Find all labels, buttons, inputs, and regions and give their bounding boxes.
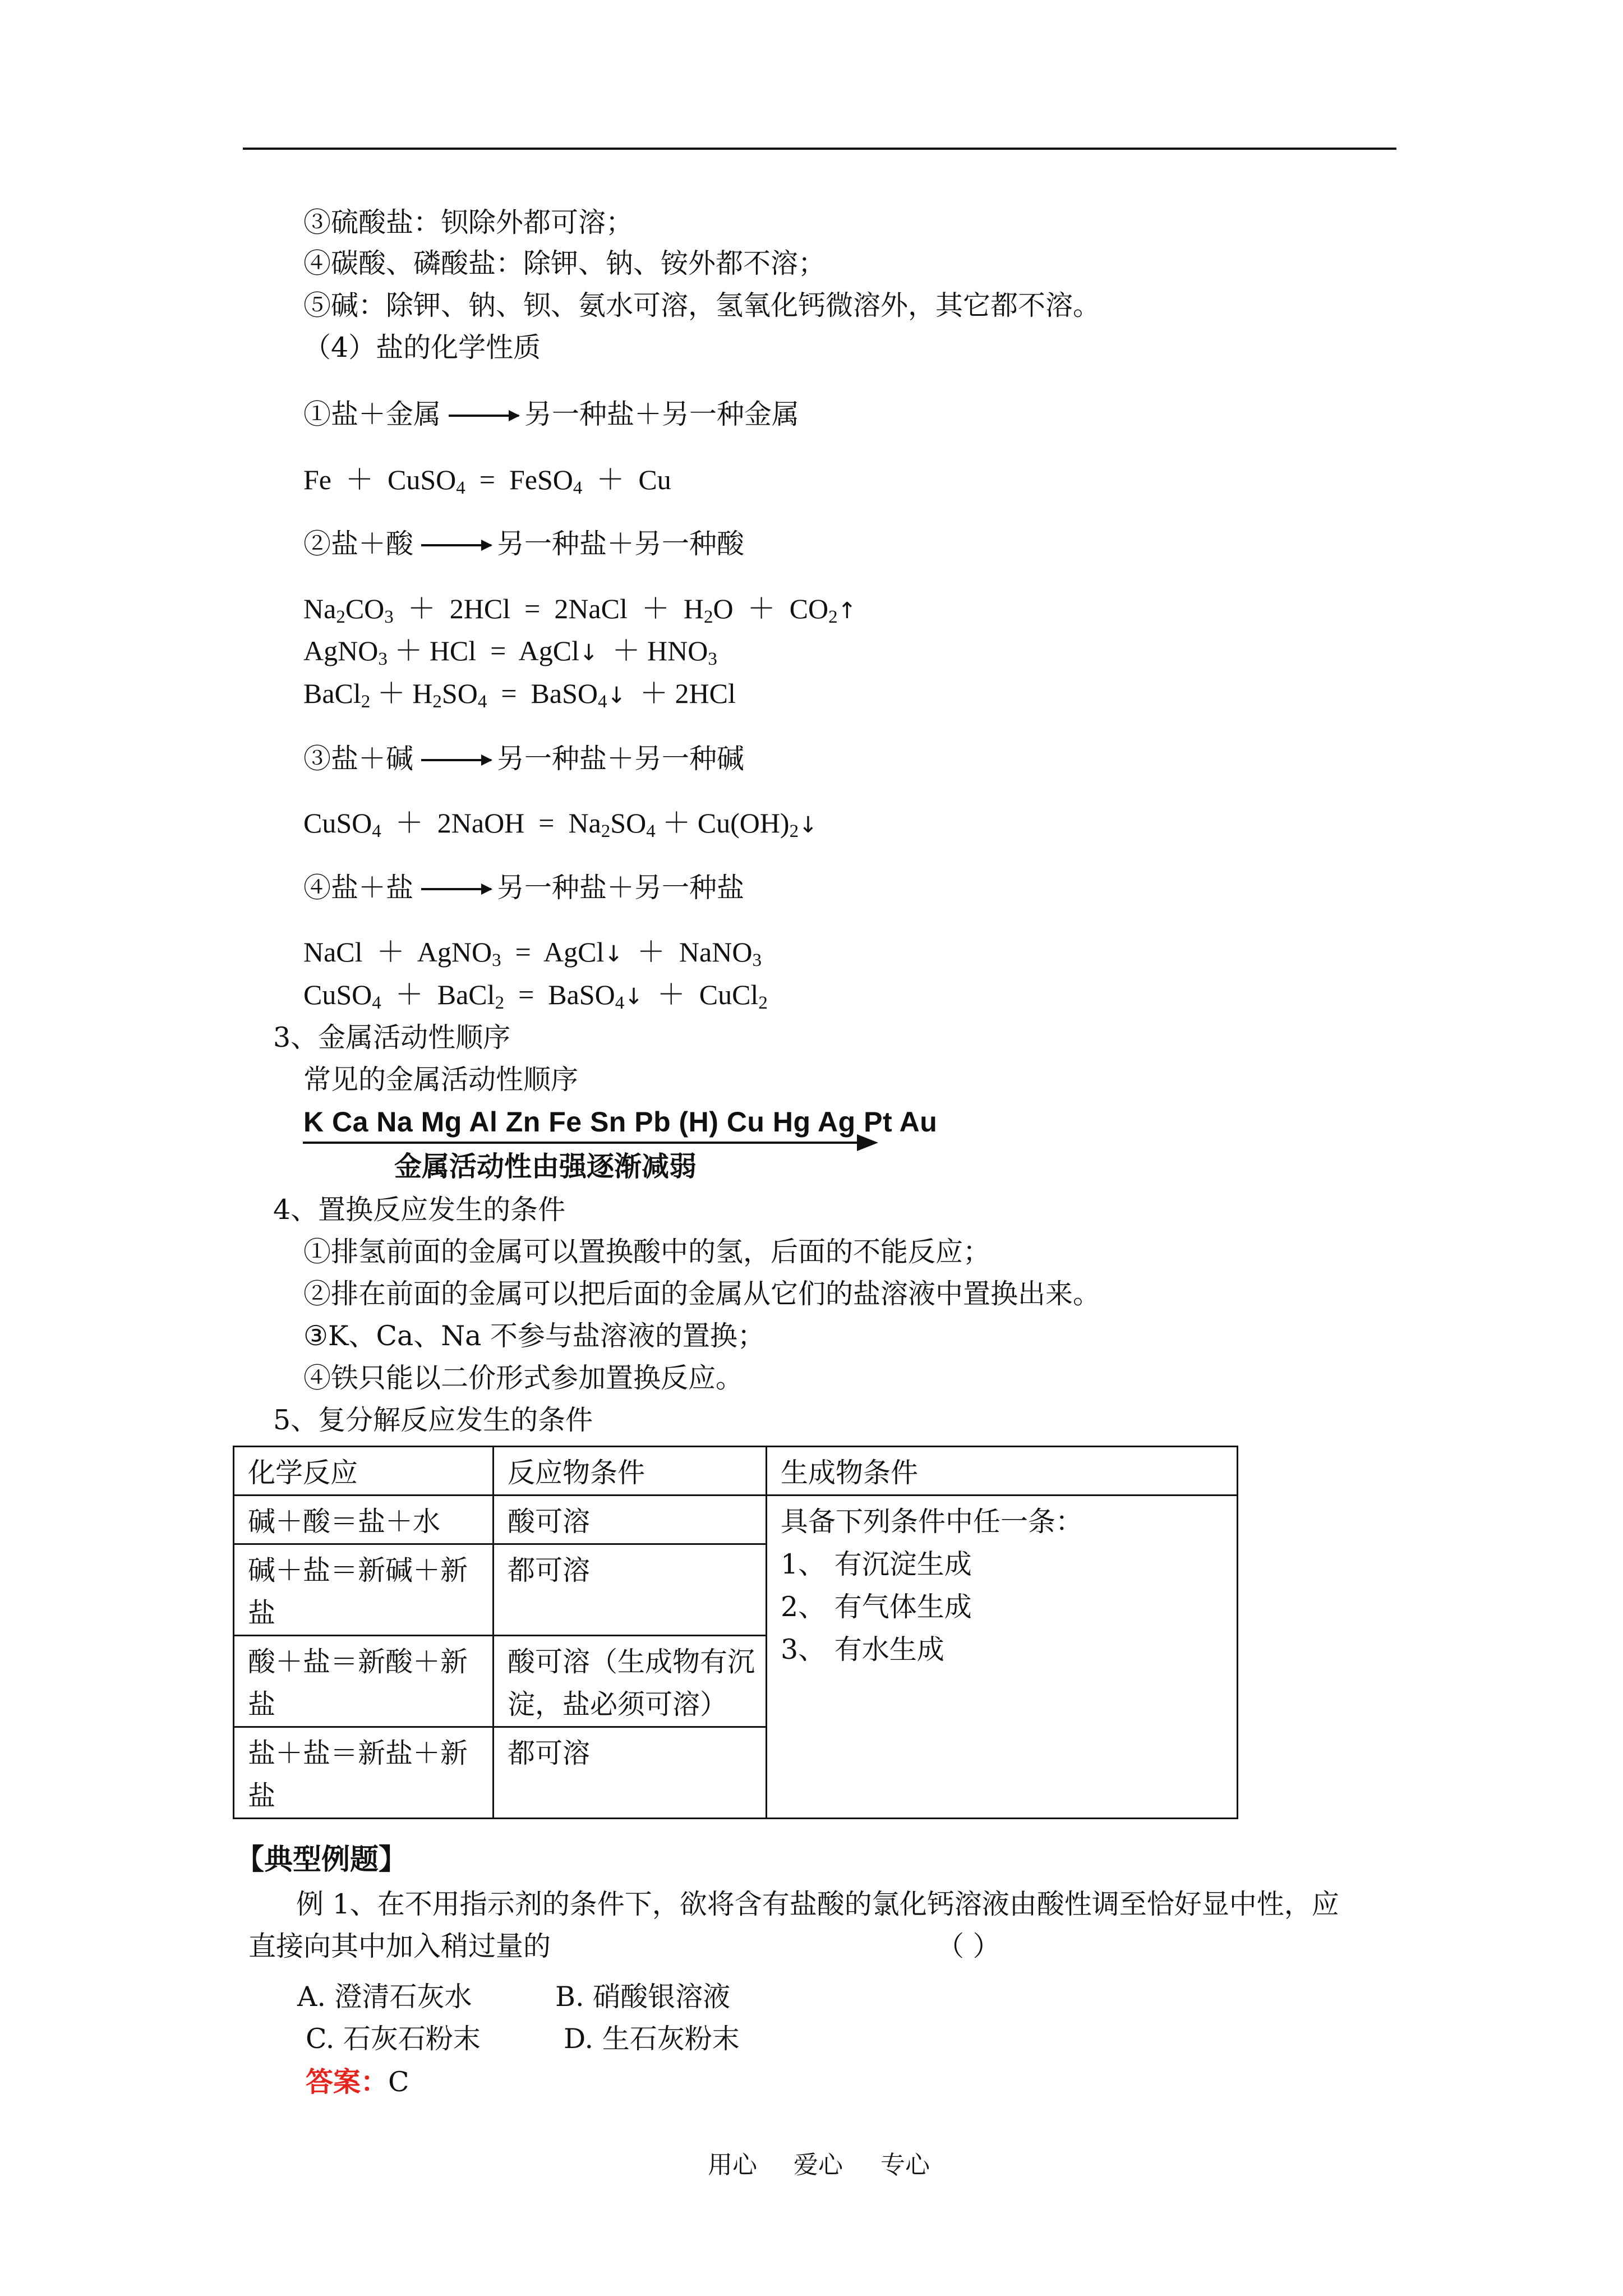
equation-cuso4-naoh: CuSO$_4$ ＋ 2NaOH = $Na_2SO_4$ ＋ $Cu(OH)_2↓$ <box>303 807 818 841</box>
decreasing-activity-arrow-icon <box>303 1142 875 1144</box>
reaction-rule-3 <box>303 743 745 775</box>
activity-subheading: 常见的金属活动性顺序 <box>303 1064 579 1096</box>
salt-properties-heading: （4）盐的化学性质 <box>303 332 541 364</box>
footer-text-2: 爱心 <box>794 2151 843 2179</box>
precipitate-down-arrow-icon: ↓ <box>604 941 623 967</box>
conditions-table <box>233 1446 1238 1819</box>
reaction-rule-1-lhs: ①盐＋金属 <box>303 398 441 430</box>
reaction-rule-4-rhs: 另一种盐＋另一种盐 <box>497 872 745 904</box>
table-cell: 酸可溶（生成物有沉淀，盐必须可溶） <box>494 1636 767 1727</box>
example-1-question-line-1: 例 1、在不用指示剂的条件下，欲将含有盐酸的氯化钙溶液由酸性调至恰好显中性，应 <box>296 1888 1339 1920</box>
arrow-icon <box>449 415 519 417</box>
equation-nacl-agno3: NaCl ＋ AgNO$_3$ = AgCl↓ ＋ NaNO$_3$ <box>303 936 762 970</box>
reaction-rule-4-lhs: ④盐＋盐 <box>303 872 414 904</box>
examples-heading: 【典型例题】 <box>236 1843 408 1876</box>
table-header-cell: 生成物条件 <box>767 1447 1238 1496</box>
answer-label: 答案： <box>306 2065 389 2098</box>
equation-bacl2-h2so4: BaCl$_2$ ＋ $H_2SO_4$ = BaSO$_4$↓ ＋ 2HCl <box>303 678 736 712</box>
option-c: C. 石灰石粉末 <box>306 2023 481 2055</box>
arrow-icon <box>421 759 491 761</box>
arrow-icon <box>421 888 491 890</box>
table-header-row <box>234 1447 1238 1496</box>
footer-text-3: 专心 <box>880 2151 930 2179</box>
product-conditions-intro: 具备下列条件中任一条： <box>781 1506 1083 1538</box>
answer-value: C <box>388 2066 409 2098</box>
displacement-item-3: ③K、Ca、Na 不参与盐溶液的置换； <box>303 1320 765 1352</box>
table-row <box>234 1496 1238 1544</box>
reaction-rule-3-rhs: 另一种盐＋另一种碱 <box>497 743 745 775</box>
precipitate-down-arrow-icon: ↓ <box>607 683 626 708</box>
gas-up-arrow-icon: ↑ <box>837 598 857 624</box>
solubility-line-5: ⑤碱：除钾、钠、钡、氨水可溶，氢氧化钙微溶外，其它都不溶。 <box>303 289 1101 321</box>
precipitate-down-arrow-icon: ↓ <box>579 640 598 666</box>
displacement-item-4: ④铁只能以二价形式参加置换反应。 <box>303 1362 744 1394</box>
product-conditions-cell <box>767 1496 1238 1819</box>
equation-agno3-hcl: AgNO$_3$ ＋ HCl = AgCl↓ ＋ $HNO_3$ <box>303 635 717 669</box>
table-cell: 酸＋盐＝新酸＋新盐 <box>234 1636 494 1727</box>
solubility-line-4: ④碳酸、磷酸盐：除钾、钠、铵外都不溶； <box>303 247 826 279</box>
option-a: A. 澄清石灰水 <box>297 1981 472 2013</box>
reaction-rule-1-rhs: 另一种盐＋另一种金属 <box>524 398 800 430</box>
double-decomposition-heading: 5、复分解反应发生的条件 <box>273 1404 593 1436</box>
footer-text-1: 用心 <box>708 2151 757 2179</box>
option-b: B. 硝酸银溶液 <box>555 1981 731 2013</box>
table-cell: 都可溶 <box>494 1544 767 1636</box>
product-condition-item: 1、 有沉淀生成 <box>781 1548 972 1580</box>
answer-blank: （ ） <box>937 1930 1000 1962</box>
metal-activity-series: K Ca Na Mg Al Zn Fe Sn Pb (H) Cu Hg Ag Pt Au <box>303 1106 938 1138</box>
equation-na2co3-hcl: $Na_2CO_3 + 2HCl$ = 2NaCl ＋ $H_2O$ ＋ $CO_2↑$ <box>303 593 857 627</box>
table-cell: 碱＋酸＝盐＋水 <box>234 1496 494 1544</box>
header-rule <box>243 148 1396 150</box>
precipitate-down-arrow-icon: ↓ <box>624 984 643 1010</box>
product-condition-item: 2、 有气体生成 <box>781 1591 972 1623</box>
example-1-question-line-2: 直接向其中加入稍过量的 <box>248 1930 551 1962</box>
equation-cuso4-bacl2: CuSO$_4$ ＋ BaCl$_2$ = BaSO$_4$↓ ＋ CuCl$_2$ <box>303 979 768 1013</box>
product-condition-item: 3、 有水生成 <box>781 1634 944 1665</box>
table-header-cell: 化学反应 <box>234 1447 494 1496</box>
displacement-item-1: ①排氢前面的金属可以置换酸中的氢，后面的不能反应； <box>303 1236 991 1268</box>
reaction-rule-4 <box>303 872 745 904</box>
reaction-rule-2-lhs: ②盐＋酸 <box>303 528 414 560</box>
answer-line <box>306 2065 409 2098</box>
reaction-rule-1 <box>303 398 800 430</box>
table-header-cell: 反应物条件 <box>494 1447 767 1496</box>
table-cell: 碱＋盐＝新碱＋新盐 <box>234 1544 494 1636</box>
option-d: D. 生石灰粉末 <box>564 2023 740 2055</box>
equation-fe-cuso4: Fe ＋ CuSO$_4$ = FeSO$_4$ ＋ Cu <box>303 464 671 498</box>
activity-heading: 3、金属活动性顺序 <box>273 1022 511 1053</box>
displacement-item-2: ②排在前面的金属可以把后面的金属从它们的盐溶液中置换出来。 <box>303 1278 1101 1310</box>
reaction-rule-2-rhs: 另一种盐＋另一种酸 <box>497 528 745 560</box>
displacement-heading: 4、置换反应发生的条件 <box>273 1194 566 1226</box>
table-cell: 酸可溶 <box>494 1496 767 1544</box>
table-cell: 都可溶 <box>494 1727 767 1819</box>
reaction-rule-3-lhs: ③盐＋碱 <box>303 743 414 775</box>
activity-caption: 金属活动性由强逐渐减弱 <box>394 1150 697 1182</box>
precipitate-down-arrow-icon: ↓ <box>799 812 818 838</box>
solubility-line-3: ③硫酸盐：钡除外都可溶； <box>303 206 634 238</box>
arrow-icon <box>421 544 491 546</box>
reaction-rule-2 <box>303 530 744 558</box>
table-cell: 盐＋盐＝新盐＋新盐 <box>234 1727 494 1819</box>
